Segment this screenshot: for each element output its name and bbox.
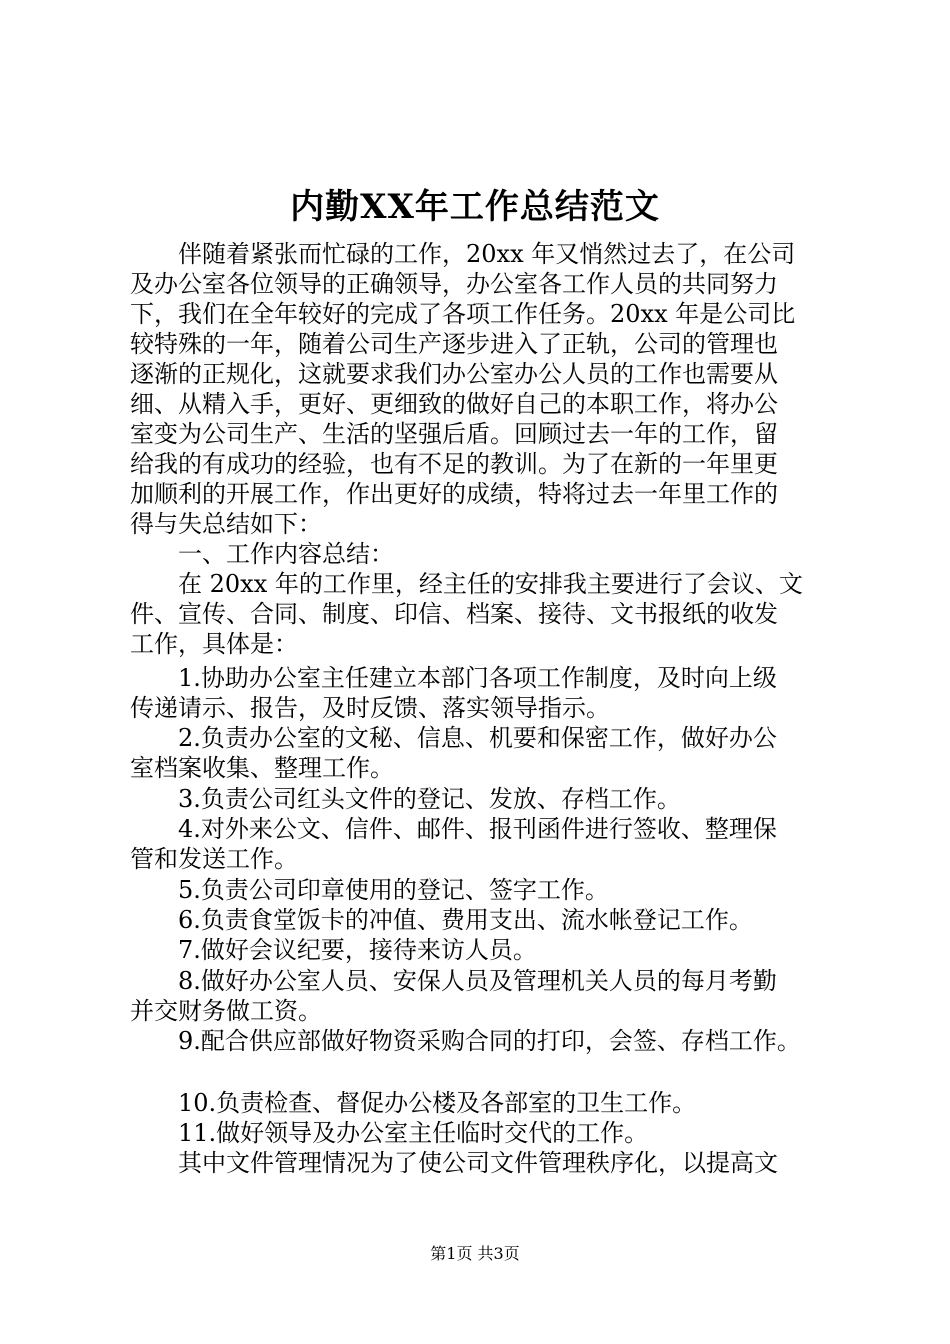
list-item: 4.对外来公文、信件、邮件、报刊函件进行签收、整理保 [178,815,777,843]
paragraph-line: 伴随着紧张而忙碌的工作，20xx 年又悄然过去了，在公司 [178,240,796,268]
paragraph-line: 工作，具体是： [130,630,298,658]
list-item: 5.负责公司印章使用的登记、签字工作。 [178,876,609,904]
paragraph-line: 给我的有成功的经验，也有不足的教训。为了在新的一年里更 [130,450,778,478]
paragraph-line: 在 20xx 年的工作里，经主任的安排我主要进行了会议、文 [178,570,803,598]
paragraph-line: 件、宣传、合同、制度、印信、档案、接待、文书报纸的收发 [130,600,778,628]
list-item: 7.做好会议纪要，接待来访人员。 [178,936,537,964]
paragraph-line: 下，我们在全年较好的完成了各项工作任务。20xx 年是公司比 [130,300,796,328]
list-item-continuation: 室档案收集、整理工作。 [130,754,394,782]
paragraph-line: 其中文件管理情况为了使公司文件管理秩序化，以提高文 [178,1149,778,1177]
list-item: 1.协助办公室主任建立本部门各项工作制度，及时向上级 [178,664,777,692]
paragraph-line: 室变为公司生产、生活的坚强后盾。回顾过去一年的工作，留 [130,420,778,448]
list-item: 2.负责办公室的文秘、信息、机要和保密工作，做好办公 [178,724,777,752]
paragraph-line: 加顺利的开展工作，作出更好的成绩，特将过去一年里工作的 [130,480,778,508]
page-number-footer: 第1页 共3页 [430,1244,520,1263]
list-item-continuation: 管和发送工作。 [130,845,298,873]
list-item-continuation: 并交财务做工资。 [130,997,322,1025]
list-item: 3.负责公司红头文件的登记、发放、存档工作。 [178,785,681,813]
paragraph-line: 细、从精入手，更好、更细致的做好自己的本职工作，将办公 [130,390,778,418]
list-item: 10.负责检查、督促办公楼及各部室的卫生工作。 [178,1089,697,1117]
list-item: 11.做好领导及办公室主任临时交代的工作。 [178,1119,649,1147]
list-item: 8.做好办公室人员、安保人员及管理机关人员的每月考勤 [178,967,777,995]
list-item-continuation: 传递请示、报告，及时反馈、落实领导指示。 [130,694,610,722]
paragraph-line: 较特殊的一年，随着公司生产逐步进入了正轨，公司的管理也 [130,330,778,358]
section-heading: 一、工作内容总结： [178,540,394,568]
document-title: 内勤XX年工作总结范文 [290,187,660,227]
paragraph-line: 逐渐的正规化，这就要求我们办公室办公人员的工作也需要从 [130,360,778,388]
paragraph-line: 得与失总结如下： [130,510,322,538]
list-item: 9.配合供应部做好物资采购合同的打印，会签、存档工作。 [178,1027,801,1055]
paragraph-line: 及办公室各位领导的正确领导，办公室各工作人员的共同努力 [130,270,778,298]
list-item: 6.负责食堂饭卡的冲值、费用支出、流水帐登记工作。 [178,906,753,934]
